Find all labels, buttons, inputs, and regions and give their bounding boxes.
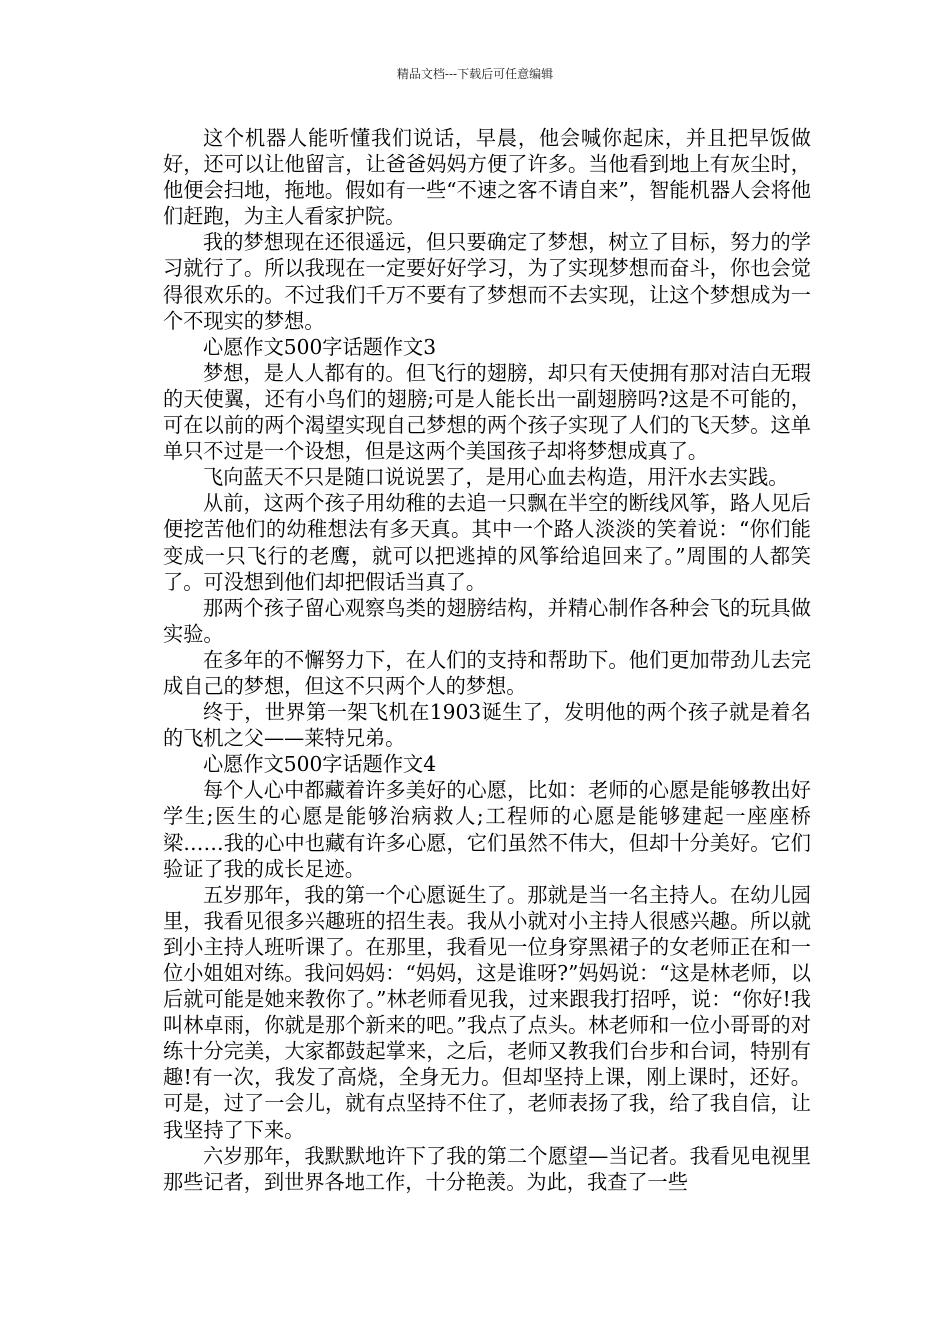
paragraph: 我的梦想现在还很遥远，但只要确定了梦想，树立了目标，努力的学习就行了。所以我现在一定要好好学习，为了实现梦想而奋斗，你也会觉得很欢乐的。不过我们千万不要有了梦想而不去实现，让这个梦想成为一个不现实的梦想。 bbox=[163, 230, 811, 333]
section-heading: 心愿作文500字话题作文4 bbox=[203, 752, 437, 777]
paragraph: 那两个孩子留心观察鸟类的翅膀结构，并精心制作各种会飞的玩具做实验。 bbox=[163, 595, 811, 646]
paragraph: 梦想，是人人都有的。但飞行的翅膀，却只有天使拥有那对洁白无瑕的天使翼，还有小鸟们的翅膀;可是人能长出一副翅膀吗?这是不可能的，可在以前的两个渴望实现自己梦想的两个孩子实现了人们的飞天梦。这单单只不过是一个设想，但是这两个美国孩子却将梦想成真了。 bbox=[163, 360, 811, 464]
paragraph: 飞向蓝天不只是随口说说罢了，是用心血去构造，用汗水去实践。 bbox=[203, 465, 789, 490]
paragraph: 五岁那年，我的第一个心愿诞生了。那就是当一名主持人。在幼儿园里，我看见很多兴趣班的招生表。我从小就对小主持人很感兴趣。所以就到小主持人班听课了。在那里，我看见一位身穿黑裙子的女老师正在和一位小姐姐对练。我问妈妈：“妈妈，这是谁呀?”妈妈说：“这是林老师，以后就可能是她来教你了。”林老师看见我，过来跟我打招呼，说：“你好!我叫林卓雨，你就是那个新来的吧。”我点了点头。林老师和一位小哥哥的对练十分完美，大家都鼓起掌来，之后，老师又教我们台步和台词，特别有趣!有一次，我发了高烧，全身无力。但却坚持上课，刚上课时，还好。可是，过了一会儿，就有点坚持不住了，老师表扬了我，给了我自信，让我坚持了下来。 bbox=[163, 882, 811, 1142]
section-heading: 心愿作文500字话题作文3 bbox=[203, 334, 437, 359]
paragraph: 这个机器人能听懂我们说话，早晨，他会喊你起床，并且把早饭做好，还可以让他留言，让爸爸妈妈方便了许多。当他看到地上有灰尘时，他便会扫地，拖地。假如有一些“不速之客不请自来”，智能机器人会将他们赶跑，为主人看家护院。 bbox=[163, 126, 811, 229]
paragraph: 每个人心中都藏着许多美好的心愿，比如：老师的心愿是能够教出好学生;医生的心愿是能够治病救人;工程师的心愿是能够建起一座座桥梁……我的心中也藏有许多心愿，它们虽然不伟大，但却十分美好。它们验证了我的成长足迹。 bbox=[163, 778, 811, 881]
page-header: 精品文档---下载后可任意编辑 bbox=[396, 67, 554, 81]
paragraph: 从前，这两个孩子用幼稚的去追一只飘在半空的断线风筝，路人见后便挖苦他们的幼稚想法有多天真。其中一个路人淡淡的笑着说：“你们能变成一只飞行的老鹰，就可以把逃掉的风筝给追回来了。”周围的人都笑了。可没想到他们却把假话当真了。 bbox=[163, 491, 811, 594]
paragraph: 六岁那年，我默默地许下了我的第二个愿望—当记者。我看见电视里那些记者，到世界各地工作，十分艳羡。为此，我查了一些 bbox=[163, 1143, 811, 1194]
document-body bbox=[163, 125, 811, 1195]
paragraph: 在多年的不懈努力下，在人们的支持和帮助下。他们更加带劲儿去完成自己的梦想，但这不只两个人的梦想。 bbox=[163, 647, 811, 698]
paragraph: 终于，世界第一架飞机在1903诞生了，发明他的两个孩子就是着名的飞机之父——莱特兄弟。 bbox=[163, 700, 811, 751]
